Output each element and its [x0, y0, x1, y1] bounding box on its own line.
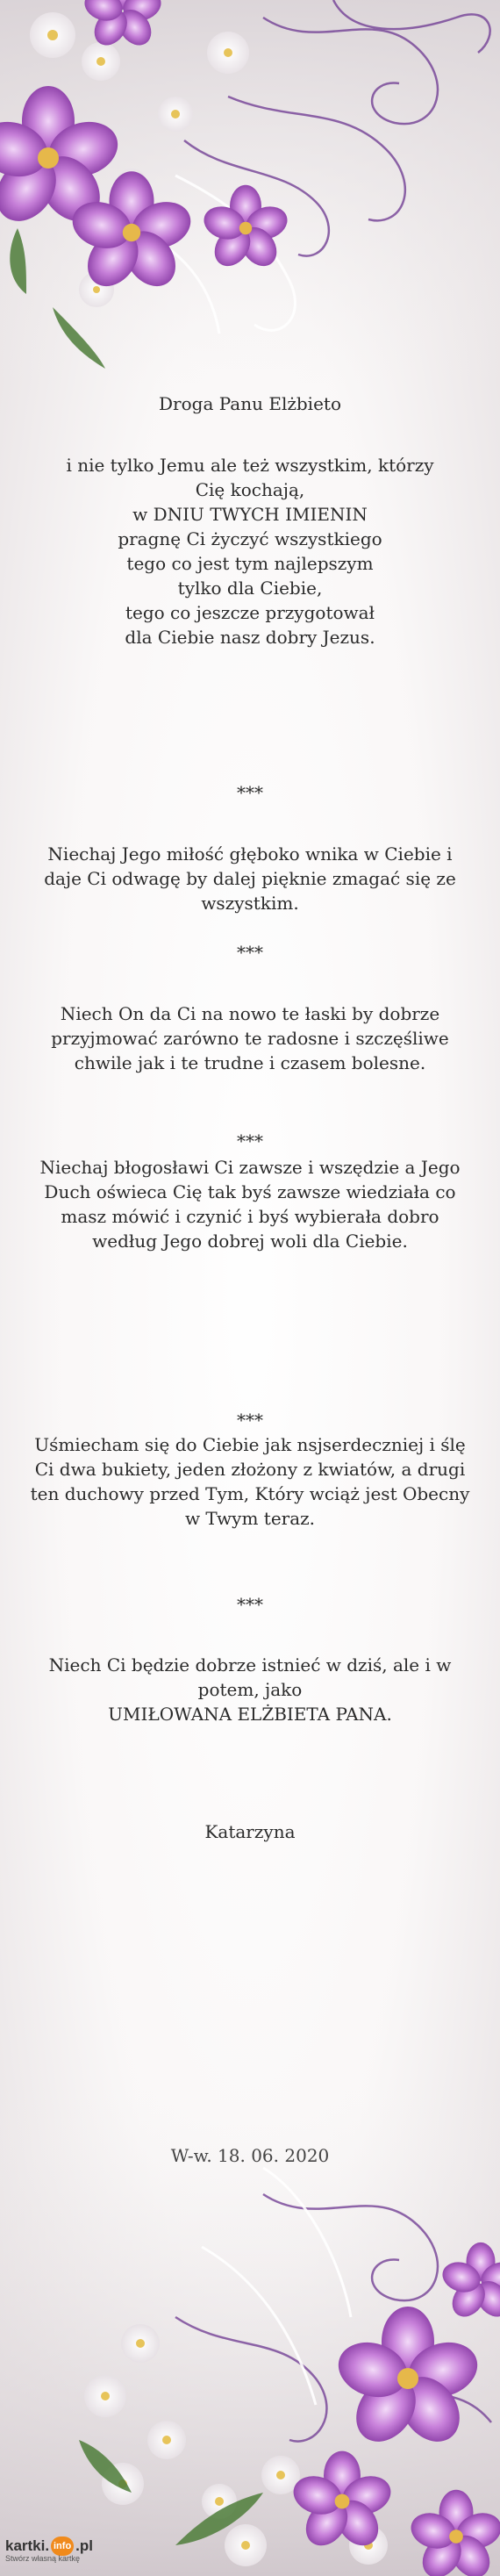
kartki-logo[interactable] [5, 2537, 102, 2572]
top-floral-decoration [0, 0, 500, 386]
intro-line: tego co jest tym najlepszym [126, 553, 374, 574]
bottom-floral-decoration [0, 2089, 500, 2576]
intro-line: dla Ciebie nasz dobry Jezus. [125, 627, 375, 648]
separator-2: *** [237, 942, 263, 963]
paragraph-1: Niechaj Jego miłość głęboko wnika w Ciebie i daje Ci odwagę by dalej pięknie zmagać się ze wszystkim. [44, 843, 456, 914]
logo-name: kartki. [5, 2537, 50, 2554]
signature: Katarzyna [204, 1821, 296, 1842]
intro-block [53, 453, 447, 649]
card-text [26, 391, 474, 416]
logo-tld: .pl [75, 2537, 93, 2554]
intro-line: tylko dla Ciebie, [177, 578, 323, 599]
separator-1: *** [237, 782, 263, 803]
paragraph-2: Niech On da Ci na nowo te łaski by dobrze przyjmować zarówno te radosne i szczęśliwe chwile jak i te trudne i czasem bolesne. [51, 1003, 449, 1073]
separator-3: *** [237, 1130, 263, 1152]
intro-line: w DNIU TWYCH IMIENIN [132, 504, 368, 525]
greeting: Droga Panu Elżbieto [159, 393, 341, 414]
closing-line: Niech Ci będzie dobrze istnieć w dziś, ale i w potem, jako [48, 1654, 452, 1700]
logo-tagline: Stwórz własną kartkę [5, 2554, 81, 2563]
logo-badge: info [51, 2537, 74, 2556]
separator-4: *** [237, 1410, 263, 1431]
paragraph-4: Uśmiecham się do Ciebie jak nsjserdeczniej i ślę Ci dwa bukiety, jeden złożony z kwiatów, a drugi ten duchowy przed Tym, Który wciąż jest Obecny w Twym teraz. [30, 1434, 470, 1529]
intro-line: tego co jeszcze przygotował [125, 602, 375, 623]
paragraph-3: Niechaj błogosławi Ci zawsze i wszędzie a Jego Duch oświeca Cię tak byś zawsze wiedziała co masz mówić i czynić i byś wybierała dobro według Jego dobrej woli dla Ciebie. [39, 1157, 461, 1252]
intro-line: pragnę Ci życzyć wszystkiego [118, 528, 382, 549]
intro-line: i nie tylko Jemu ale też wszystkim, którzy Cię kochają, [66, 455, 434, 500]
separator-5: *** [237, 1594, 263, 1615]
closing-block [26, 1653, 474, 1726]
closing-line: UMIŁOWANA ELŻBIETA PANA. [108, 1704, 392, 1725]
